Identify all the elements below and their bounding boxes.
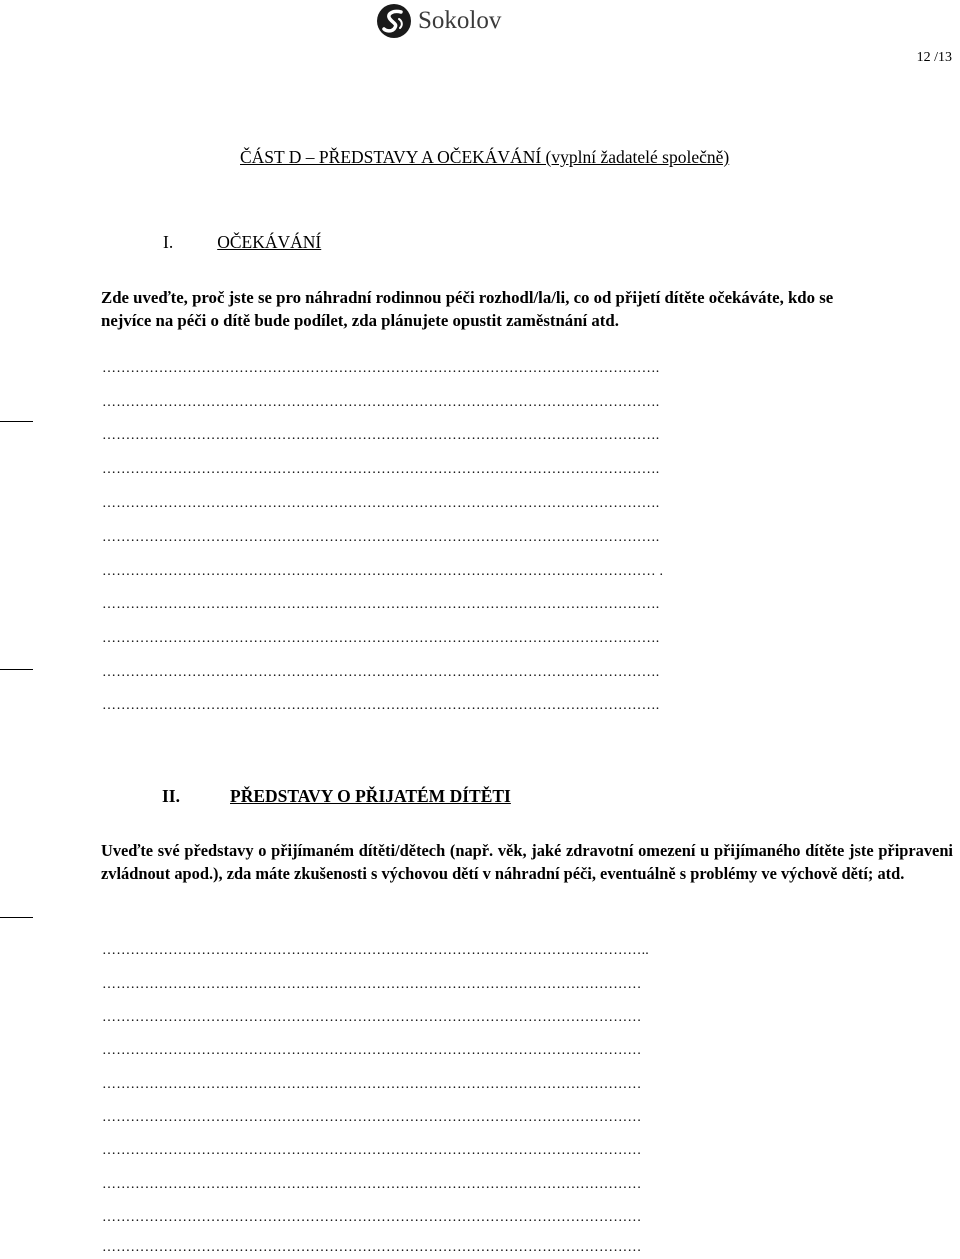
answer-line: …………………………………………………………………………………………………… xyxy=(102,1143,642,1158)
sokolov-logo-icon xyxy=(376,3,412,39)
answer-line: ………………………………………………………………………………………………………. xyxy=(102,428,660,443)
margin-mark xyxy=(0,669,33,670)
answer-line: …………………………………………………………………………………………………… xyxy=(102,1043,642,1058)
answer-line: ………………………………………………………………………………………………………. xyxy=(102,395,660,410)
answer-line: ………………………………………………………………………………………………………. xyxy=(102,496,660,511)
page-number: 12 /13 xyxy=(916,50,952,65)
answer-line: ………………………………………………………………………………………………………. xyxy=(102,631,660,646)
answer-line: ………………………………………………………………………………………………………. xyxy=(102,665,660,680)
section1-text-line: nejvíce na péči o dítě bude podílet, zda plánujete opustit zaměstnání atd. xyxy=(101,311,619,330)
section1-heading xyxy=(163,232,321,253)
answer-line: ………………………………………………………………………………………………………. xyxy=(102,698,660,713)
answer-line: …………………………………………………………………………………………………… xyxy=(102,977,642,992)
section1-text-line: Zde uveďte, proč jste se pro náhradní rodinnou péči rozhodl/la/li, co od přijetí dítěte očekáváte, kdo se xyxy=(101,288,834,307)
section2-instructions: Uveďte své představy o přijímaném dítěti/dětech (např. věk, jaké zdravotní omezení u přijímaného dítěte jste připraveni zvládnout apod.), zda máte zkušenosti s výchovou dětí v náhradní péči, eventuálně s problémy ve výchově dětí; atd. xyxy=(101,841,953,883)
section2-title: PŘEDSTAVY O PŘIJATÉM DÍTĚTI xyxy=(230,786,511,806)
section1-title: OČEKÁVÁNÍ xyxy=(217,232,322,252)
answer-line: ………………………………………………………………………………………………………. xyxy=(102,597,660,612)
part-title: ČÁST D – PŘEDSTAVY A OČEKÁVÁNÍ (vyplní žadatelé společně) xyxy=(240,147,730,167)
section2-heading xyxy=(162,786,511,807)
answer-line: ………………………………………………………………………………………………………. xyxy=(102,462,660,477)
margin-mark xyxy=(0,917,33,918)
section2-number: II. xyxy=(162,786,180,806)
logo-text: Sokolov xyxy=(418,7,502,34)
margin-mark xyxy=(0,421,33,422)
answer-line: …………………………………………………………………………………………………… xyxy=(102,1240,642,1255)
header-logo xyxy=(376,2,501,40)
answer-line: …………………………………………………………………………………………………….. xyxy=(102,943,649,958)
answer-line: …………………………………………………………………………………………………… xyxy=(102,1077,642,1092)
section1-instructions xyxy=(101,286,951,332)
answer-line: ……………………………………………………………………………………………………… . xyxy=(102,564,664,579)
answer-line: …………………………………………………………………………………………………… xyxy=(102,1110,642,1125)
section1-number: I. xyxy=(163,232,174,252)
answer-line: ………………………………………………………………………………………………………. xyxy=(102,361,660,376)
answer-line: …………………………………………………………………………………………………… xyxy=(102,1177,642,1192)
answer-line: ………………………………………………………………………………………………………. xyxy=(102,530,660,545)
answer-line: …………………………………………………………………………………………………… xyxy=(102,1210,642,1225)
answer-line: …………………………………………………………………………………………………… xyxy=(102,1010,642,1025)
